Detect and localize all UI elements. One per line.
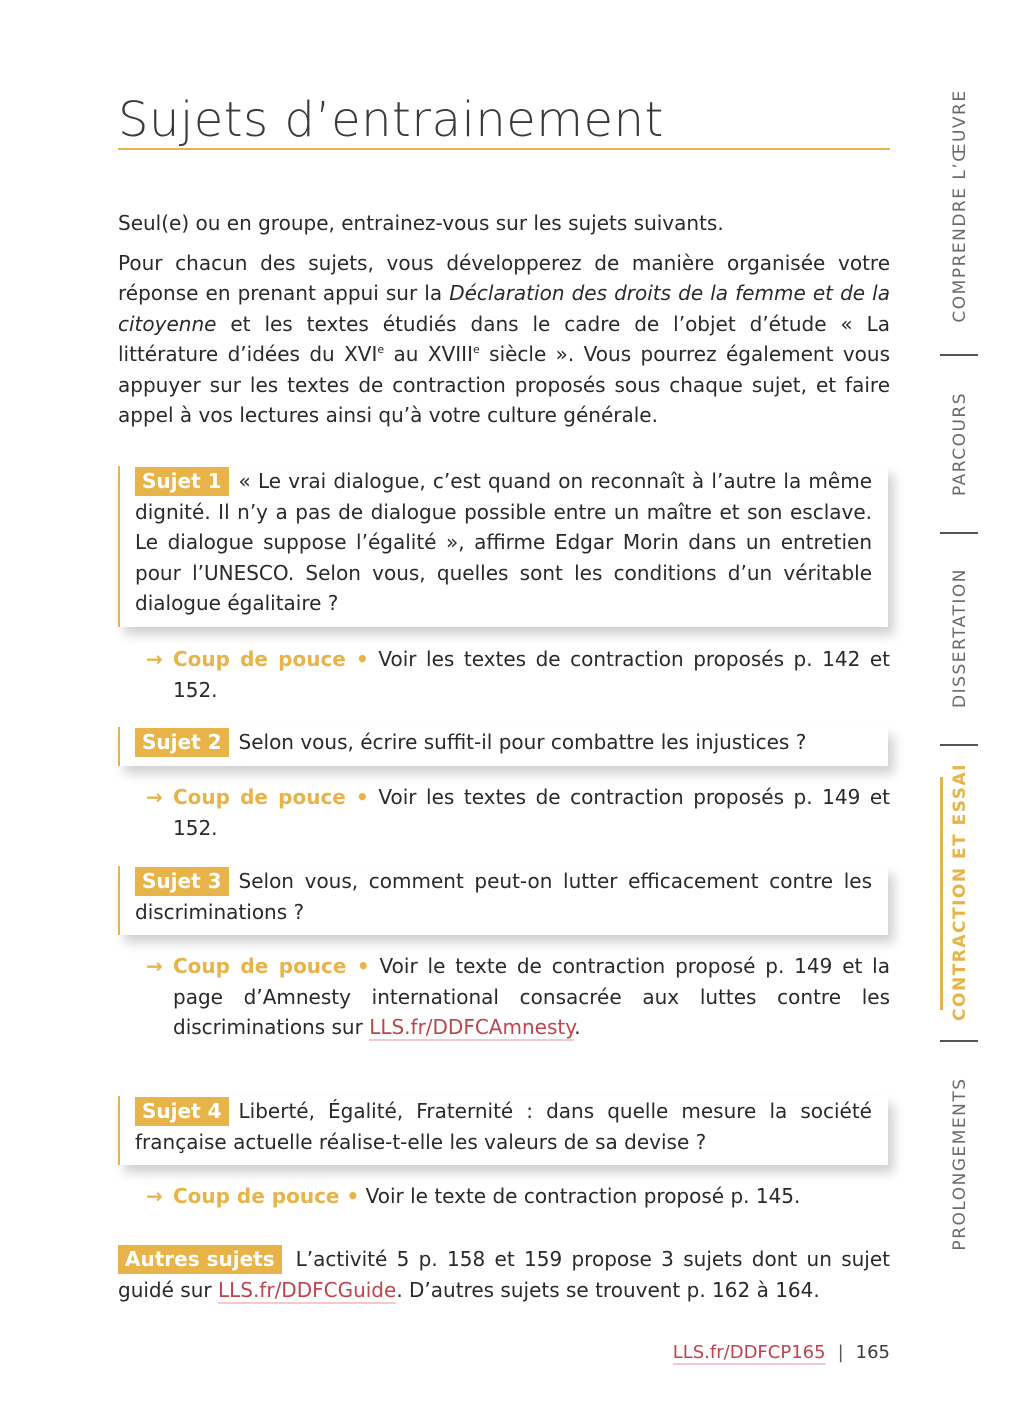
footer-link[interactable]: LLS.fr/DDFCP165 (672, 1342, 826, 1363)
arrow-icon: → (146, 954, 163, 978)
intro-paragraph-1: Seul(e) ou en groupe, entrainez-vous sur les sujets suivants. (118, 211, 724, 235)
sujet-1-badge: Sujet 1 (135, 467, 229, 496)
amnesty-link[interactable]: LLS.fr/DDFCAmnesty (369, 1015, 575, 1039)
autres-sujets-badge: Autres sujets (118, 1245, 282, 1274)
side-nav-divider (940, 744, 978, 746)
sujet-2-badge: Sujet 2 (135, 728, 229, 757)
sujet-4-box (118, 1096, 888, 1165)
side-nav-comprendre[interactable]: COMPRENDRE L’ŒUVRE (950, 89, 970, 323)
arrow-icon: → (146, 647, 163, 671)
sujet-2-box (118, 727, 888, 766)
arrow-icon: → (146, 785, 163, 809)
intro-paragraph-2: Pour chacun des sujets, vous développerez de manière organisée votre réponse en prenant appui sur la Déclaration des droits de la femme et de la citoyenne et les textes étudiés dans le cadre de l’objet d’étude « La littérature d’idées du XVIe au XVIIIe siècle ». Vous pourrez également vous appuyer sur les textes de contraction proposés sous chaque sujet, et faire appel à vos lectures ainsi qu’à votre culture générale. (118, 250, 890, 427)
guide-link[interactable]: LLS.fr/DDFCGuide (217, 1277, 397, 1302)
coup-de-pouce-3: → Coup de pouce • Voir le texte de contraction proposé p. 149 et la page d’Amnesty international consacrée aux luttes contre les discriminations sur LLS.fr/DDFCAmnesty. (146, 951, 890, 1043)
sujet-1-box (118, 466, 888, 627)
side-nav-divider (940, 532, 978, 534)
coup-de-pouce-1: → Coup de pouce • Voir les textes de contraction proposés p. 142 et 152. (146, 644, 890, 705)
page-number: 165 (855, 1342, 890, 1363)
sujet-2-text: Selon vous, écrire suffit-il pour combattre les injustices ? (238, 730, 807, 754)
side-nav (940, 89, 980, 1252)
side-nav-active-bar (940, 777, 943, 1010)
side-nav-divider (940, 1040, 978, 1042)
side-nav-dissertation[interactable]: DISSERTATION (950, 568, 970, 708)
side-nav-contraction-essai[interactable]: CONTRACTION ET ESSAI (950, 763, 970, 1021)
sujet-3-text: Selon vous, comment peut-on lutter efficacement contre les discriminations ? (135, 869, 872, 924)
page-title: Sujets d’entrainement (118, 92, 664, 148)
sujet-1-text: « Le vrai dialogue, c’est quand on reconnaît à l’autre la même dignité. Il n’y a pas de dialogue possible entre un maître et son esclave. Le dialogue suppose l’égalité », affirme Edgar Morin dans un entretien pour l’UNESCO. Selon vous, quelles sont les conditions d’un véritable dialogue égalitaire ? (135, 469, 872, 615)
intro (118, 208, 890, 431)
footer (673, 1342, 890, 1363)
side-nav-parcours[interactable]: PARCOURS (950, 391, 970, 497)
title-underline (118, 148, 890, 150)
side-nav-prolongements[interactable]: PROLONGEMENTS (950, 1077, 970, 1251)
sujet-3-badge: Sujet 3 (135, 867, 229, 896)
side-nav-divider (940, 354, 978, 356)
coup-de-pouce-2: → Coup de pouce • Voir les textes de contraction proposés p. 149 et 152. (146, 782, 890, 843)
arrow-icon: → (146, 1184, 163, 1208)
coup-de-pouce-4: → Coup de pouce • Voir le texte de contraction proposé p. 145. (146, 1181, 890, 1212)
autres-sujets: Autres sujets L’activité 5 p. 158 et 159 propose 3 sujets dont un sujet guidé sur LLS.fr/DDFCGuide. D’autres sujets se trouvent p. 162 à 164. (118, 1247, 890, 1302)
footer-separator: | (837, 1342, 844, 1363)
sujet-4-badge: Sujet 4 (135, 1097, 229, 1126)
work-title: Déclaration des droits de la femme et de la citoyenne (118, 281, 890, 336)
sujet-4-text: Liberté, Égalité, Fraternité : dans quelle mesure la société française actuelle réalise-t-elle les valeurs de sa devise ? (135, 1099, 872, 1154)
sujet-3-box (118, 866, 888, 935)
